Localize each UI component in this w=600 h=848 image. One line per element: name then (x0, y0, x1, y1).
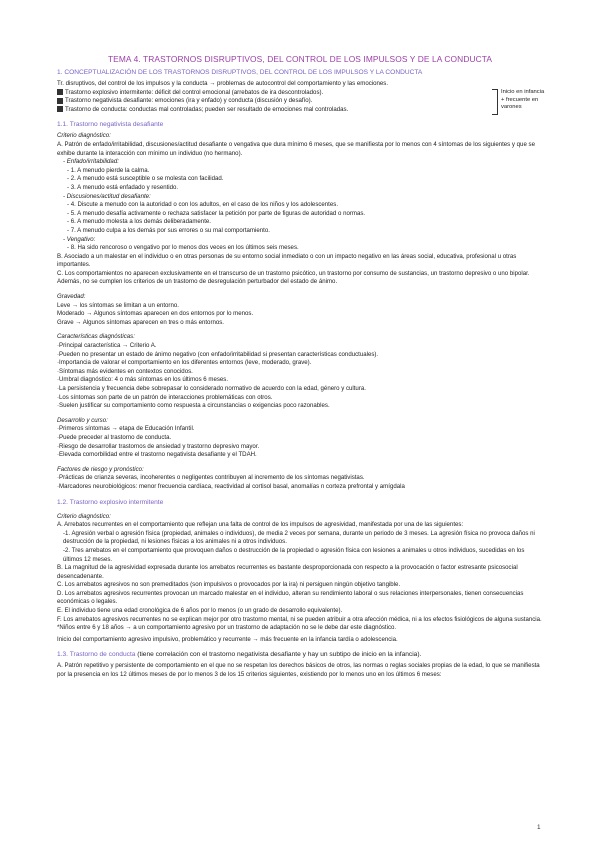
criterion-f: F. Los arrebatos agresivos recurrentes no se explican mejor por otro trastorno mental, ni se pueden atribuir a otra afección médica, ni a los efectos fisiológicos de alguna sustancia. (57, 615, 542, 623)
age-note: *Niños entre 6 y 18 años → a un comportamiento agresivo por un trastorno de adaptación no se le debe dar este diagnóstico. (57, 624, 397, 632)
course-item: ·Riesgo de desarrollar trastornos de ansiedad y trastorno depresivo mayor. (57, 442, 260, 450)
feature-item: ·Principal característica → Criterio A. (57, 342, 157, 350)
section-1-intro-block (57, 80, 543, 114)
criterion-c: C. Los arrebatos agresivos no son premeditados (son impulsivos o provocados por la ira) ni persiguen ningún objetivo tangible. (57, 581, 401, 589)
checkbox-icon (57, 106, 63, 112)
symptom-group-title: - Discusiones/actitud desafiante: (63, 192, 151, 200)
criterion-e: E. El individuo tiene una edad cronológica de 6 años por lo menos (o un grado de desarrollo equivalente). (57, 607, 343, 615)
document-title: TEMA 4. TRASTORNOS DISRUPTIVOS, DEL CONTROL DE LOS IMPULSOS Y DE LA CONDUCTA (107, 54, 493, 64)
course-item: ·Puede preceder al trastorno de conducta. (57, 433, 172, 441)
criterion-a-2: -2. Tres arrebatos en el comportamiento que provoquen daños o destrucción de la propiedad o agresión física con lesiones a animales u otros individuos, sucedidas en los últimos 12 meses. (63, 546, 525, 563)
symptom-item: - 3. A menudo está enfadado y resentido. (67, 183, 179, 191)
section-1-3-heading: 1.3. Trastorno de conducta (57, 651, 136, 659)
severity-item: Moderado → Algunos síntomas aparecen en dos entornos por lo menos. (57, 310, 254, 318)
criterion-a-1: -1. Agresión verbal o agresión física (propiedad, animales o individuos), de media 2 veces por semana, durante un periodo de 3 meses. La agresión física no provoca daños ni destrucción de la propiedad, ni lesiones físicas a los animales ni a otros individuos. (63, 529, 535, 546)
onset-note: Inicio del comportamiento agresivo impulsivo, problemático y recurrente → más frecuente en la infancia tardía o adolescencia. (57, 635, 398, 643)
criterion-a: A. Patrón de enfado/irritabilidad, discusiones/actitud desafiante o vengativa que dura mínimo 6 meses, que se manifiesta por lo menos con 4 síntomas de los siguientes y que se exhibe durante la interacción con mínimo un individuo (no hermano). (57, 140, 535, 157)
checkbox-icon (57, 98, 63, 104)
symptom-item: - 2. A menudo está susceptible o se molesta con facilidad. (67, 175, 224, 183)
feature-item: ·Síntomas más evidentes en contextos conocidos. (57, 367, 193, 375)
document-body (57, 54, 543, 680)
disorder-item-text: Trastorno explosivo intermitente: déficit del control emocional (arrebatos de ira descontrolados). (65, 88, 324, 96)
symptom-item: - 1. A menudo pierde la calma. (67, 166, 150, 174)
severity-item: Grave → Algunos síntomas aparecen en tres o más entornos. (57, 318, 224, 326)
section-1-intro: Tr. disruptivos, del control de los impulsos y la conducta → problemas de autocontrol del comportamiento y las emociones. (57, 80, 389, 87)
disorder-item-text: Trastorno negativista desafiante: emociones (ira y enfado) y conducta (discusión y desafío). (65, 97, 313, 105)
criterion-b: B. La magnitud de la agresividad expresada durante los arrebatos recurrentes es bastante desproporcionada con respecto a la provocación o factor estresante psicosocial desencadenante. (57, 564, 518, 580)
brace-bracket (492, 89, 498, 115)
disorder-item (57, 89, 543, 98)
page-number: 1 (537, 824, 541, 831)
severity-item: Leve → los síntomas se limitan a un entorno. (57, 301, 179, 309)
side-note-line: + frecuente en (501, 96, 539, 103)
course-title: Desarrollo y curso: (57, 416, 108, 424)
section-1-1-heading: 1.1. Trastorno negativista desafiante (57, 121, 164, 129)
symptom-item: - 5. A menudo desafía activamente o rechaza satisfacer la petición por parte de figuras de autoridad o normas. (67, 209, 366, 217)
symptom-group-title: - Enfado/irritabilidad: (63, 158, 119, 166)
risk-title: Factores de riesgo y pronóstico: (57, 465, 144, 473)
risk-item: ·Marcadores neurobiológicos: menor frecuencia cardíaca, reactividad al cortisol basal, anomalías n corteza prefrontal y amígdala (57, 482, 405, 490)
symptom-item: - 4. Discute a menudo con la autoridad o con los adultos, en el caso de los niños y los adolescentes. (67, 201, 339, 209)
symptom-item: - 8. Ha sido rencoroso o vengativo por lo menos dos veces en los últimos seis meses. (67, 244, 299, 252)
section-1-3-heading-note: (tiene correlación con el trastorno negativista desafiante y hay un subtipo de inicio en la infancia). (137, 651, 422, 659)
feature-item: ·Suelen justificar su comportamiento como respuesta a circunstancias o exigencias poco razonables. (57, 402, 330, 410)
side-note-line: Inicio en infancia (501, 89, 545, 95)
criterion-b: B. Asociado a un malestar en el individuo o en otras personas de su entorno social inmediato o con un impacto negativo en las áreas social, educativa, profesional u otras importantes. (57, 252, 517, 269)
checkbox-icon (57, 89, 63, 95)
symptom-item: - 7. A menudo culpa a los demás por sus errores o su mal comportamiento. (67, 226, 270, 234)
features-title: Características diagnósticas: (57, 333, 135, 341)
criteria-title: Criterio diagnóstico: (57, 512, 111, 520)
disorder-item (57, 97, 543, 106)
symptom-group-title: - Vengativo: (63, 235, 96, 243)
criterion-c: C. Los comportamientos no aparecen exclusivamente en el transcurso de un trastorno psicótico, un trastorno por consumo de sustancias, un trastorno depresivo o uno bipolar. Además, no se cumplen los criterios de un trastorno de desregulación perturbador del estado de ánimo. (57, 269, 530, 286)
criterion-d: D. Los arrebatos agresivos recurrentes provocan un marcado malestar en el individuo, alteran su rendimiento laboral o sus relaciones interpersonales, tienen consecuencias económicas o legales. (57, 589, 524, 606)
disorder-item (57, 106, 543, 115)
criterion-a: A. Arrebatos recurrentes en el comportamiento que reflejan una falta de control de los impulsos de agresividad, manifestada por una de las siguientes: (57, 521, 464, 529)
section-1-2-heading: 1.2. Trastorno explosivo intermitente (57, 498, 164, 506)
risk-item: ·Prácticas de crianza severas, incoherentes o negligentes contribuyen al incremento de los síntomas negativistas. (57, 474, 365, 482)
feature-item: ·Importancia de valorar el comportamiento en los diferentes entornos (leve, moderado, grave). (57, 359, 312, 367)
side-note-line: varones (501, 104, 522, 111)
symptom-item: - 6. A menudo molesta a los demás deliberadamente. (67, 218, 211, 226)
side-note (501, 89, 561, 112)
feature-item: ·Los síntomas son parte de un patrón de interacciones problemáticas con otros. (57, 393, 273, 401)
section-1-3-heading-line (57, 650, 543, 659)
course-item: ·Elevada comorbilidad entre el trastorno negativista desafiante y el TDAH. (57, 451, 257, 459)
feature-item: ·Pueden no presentar un estado de ánimo negativo (con enfado/irritabilidad si presentan características conductuales). (57, 350, 379, 358)
criterion-a: A. Patrón repetitivo y persistente de comportamiento en el que no se respetan los derechos básicos de otros, las normas o reglas sociales propias de la edad, lo que se manifiesta por la presencia en los 12 últimos meses de por lo menos 3 de los 15 criterios siguientes, existiendo por lo menos uno en los últimos 6 meses: (57, 662, 540, 679)
course-item: ·Primeros síntomas → etapa de Educación Infantil. (57, 425, 195, 433)
feature-item: ·La persistencia y frecuencia debe sobrepasar lo considerado normativo de acuerdo con la edad, género y cultura. (57, 385, 366, 392)
disorder-item-text: Trastorno de conducta: conductas mal controladas; pueden ser resultado de emociones mal controladas. (65, 105, 349, 113)
section-1-heading: 1. CONCEPTUALIZACIÓN DE LOS TRASTORNOS DISRUPTIVOS, DEL CONTROL DE LOS IMPULSOS Y LA CONDUCTA (57, 69, 423, 76)
criteria-title: Criterio diagnóstico: (57, 132, 111, 140)
feature-item: ·Umbral diagnóstico: 4 o más síntomas en los últimos 6 meses. (57, 376, 229, 384)
severity-title: Gravedad: (57, 293, 86, 301)
